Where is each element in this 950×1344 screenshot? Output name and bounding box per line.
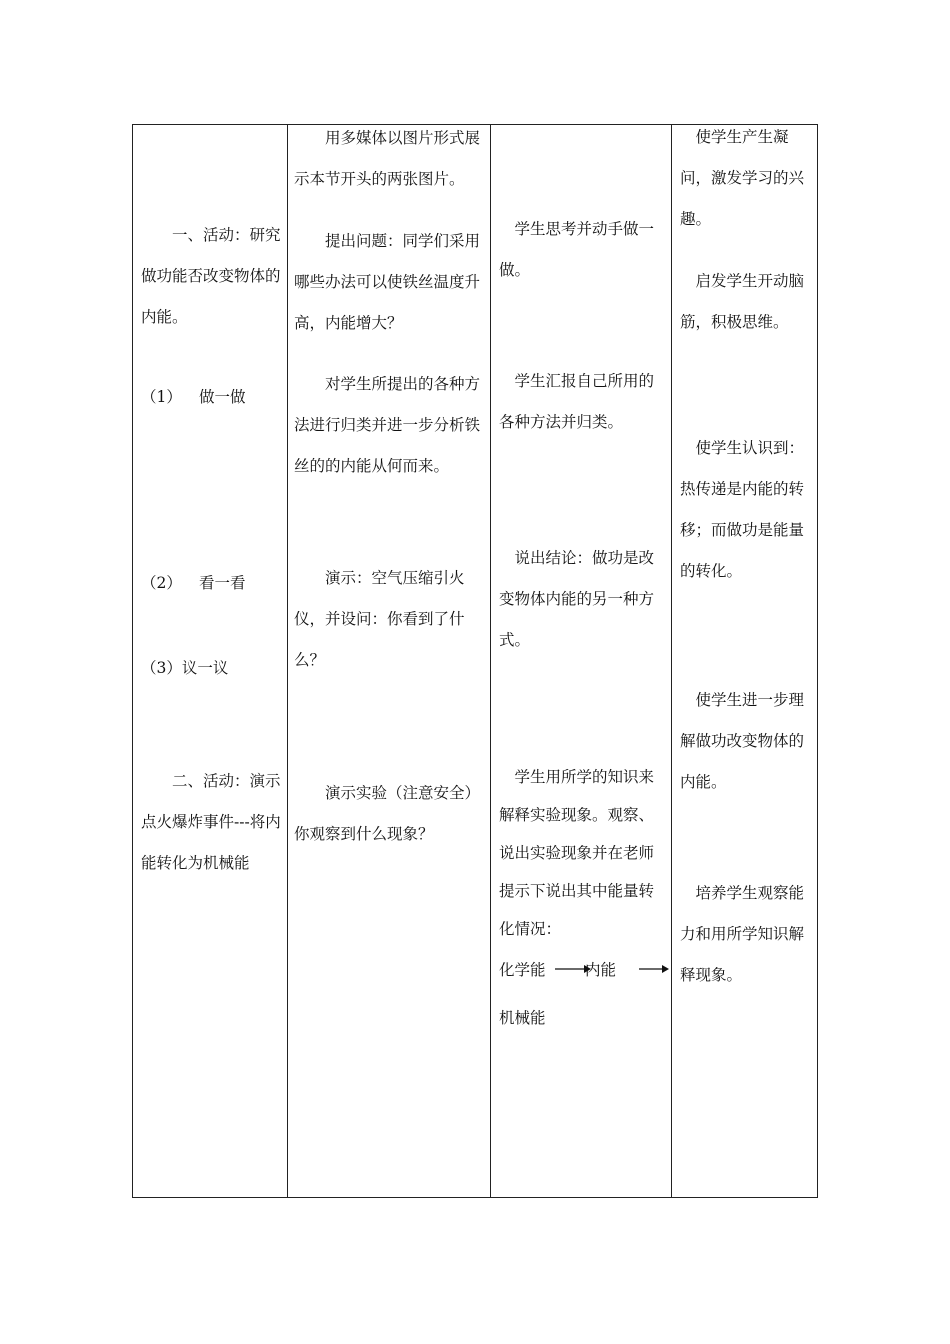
lesson-table: [132, 124, 818, 1198]
student-text-4: 学生用所学的知识来解释实验现象。观察、说出实验现象并在老师提示下说出其中能量转化情况：: [499, 768, 655, 938]
purpose-text-2: 启发学生开动脑筋，积极思维。: [680, 272, 805, 331]
step-1-number: （1）: [141, 388, 182, 406]
teacher-text-2: 提出问题：同学们采用哪些办法可以使铁丝温度升高，内能增大？: [294, 232, 481, 332]
step-1-label: 做一做: [199, 388, 246, 406]
arrow-right-icon: [639, 963, 669, 975]
student-column: [491, 125, 671, 1197]
teacher-column: [288, 125, 490, 1197]
teacher-text-3: 对学生所提出的各种方法进行归类并进一步分析铁丝的的内能从何而来。: [294, 375, 481, 475]
purpose-text-4: 使学生进一步理解做功改变物体的内能。: [680, 691, 805, 791]
teacher-text-5: 演示实验（注意安全）你观察到什么现象？: [294, 784, 481, 843]
teacher-text-1: 用多媒体以图片形式展示本节开头的两张图片。: [294, 129, 481, 188]
activity-two-text: 二、活动：演示点火爆炸事件---将内能转化为机械能: [141, 772, 281, 872]
step-2-label: 看一看: [199, 574, 246, 592]
purpose-text-5: 培养学生观察能力和用所学知识解释现象。: [680, 884, 805, 984]
student-text-1: 学生思考并动手做一做。: [499, 220, 655, 279]
purpose-column: [672, 125, 818, 1197]
step-3-label: （3）议一议: [141, 659, 229, 677]
purpose-text-1: 使学生产生凝问，激发学习的兴趣。: [680, 128, 805, 228]
teacher-text-4: 演示：空气压缩引火仪，并设问：你看到了什么？: [294, 569, 465, 669]
student-text-3: 说出结论：做功是改变物体内能的另一种方式。: [499, 549, 655, 649]
activity-one-text: 一、活动：研究做功能否改变物体的内能。: [141, 226, 281, 326]
purpose-text-3: 使学生认识到：热传递是内能的转移；而做功是能量的转化。: [680, 439, 805, 580]
step-2-number: （2）: [141, 574, 182, 592]
student-text-2: 学生汇报自己所用的各种方法并归类。: [499, 372, 655, 431]
energy-chemical-label: 化学能: [499, 961, 546, 979]
energy-internal-label: 内能: [585, 961, 617, 979]
energy-mechanical-label: 机械能: [499, 1009, 546, 1027]
activity-column: [133, 125, 287, 1197]
